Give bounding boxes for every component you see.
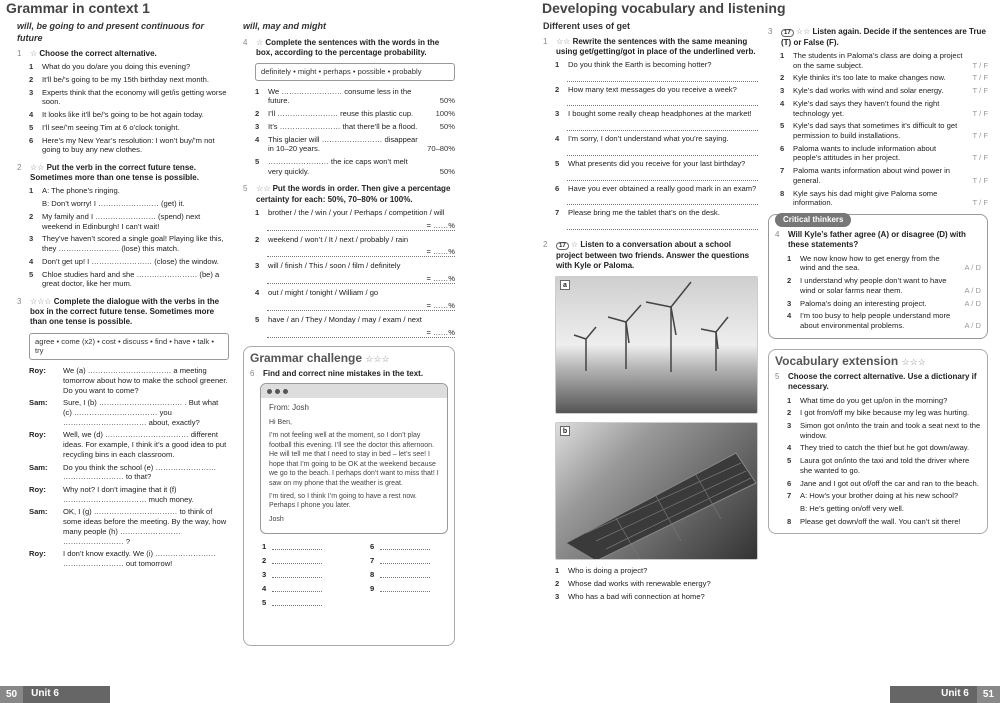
- list-item: [787, 504, 981, 514]
- item-text: It’s …………………… that there’ll be a flood.: [268, 121, 418, 131]
- list-item: [555, 159, 758, 169]
- list-item: [780, 166, 988, 185]
- exercise-4-heading: 4 Will Kyle’s father agree (A) or disagree (D) with these statements?: [775, 230, 966, 250]
- percentage: 50%: [439, 166, 455, 176]
- item-text: have / an / They / Monday / may / exam / next: [268, 314, 422, 324]
- dialogue-text: Sure, I (b) …………………………… . But what (c) …………………………… you …………………………… about, exactly?: [63, 398, 219, 427]
- item-text: will / finish / This / soon / film / definitely: [268, 261, 401, 271]
- item-number: 2: [255, 109, 260, 119]
- dialogue-line: [29, 507, 229, 546]
- list-item: [787, 456, 981, 475]
- unit-label: Unit 6: [941, 688, 969, 700]
- item-number: 2: [29, 74, 34, 84]
- list-item: [555, 579, 758, 589]
- answer-options: A / D: [964, 298, 981, 308]
- list-item: [787, 443, 981, 453]
- list-item: [780, 86, 988, 96]
- item-text: Please bring me the tablet that’s on the desk.: [568, 208, 720, 218]
- exercise-4-list: [255, 87, 455, 177]
- exercise-3-heading: 3 ☆☆☆ Complete the dialogue with the verbs in the box in the correct future tense. Sometimes more than one tense is possible.: [17, 296, 220, 327]
- answer-line: [567, 221, 758, 230]
- answer-line: = ……%: [267, 274, 455, 284]
- page-title-right: Developing vocabulary and listening: [542, 0, 786, 16]
- item-text: Experts think that the economy will get/is getting worse soon.: [42, 87, 227, 107]
- vocabulary-extension-panel: [768, 349, 988, 535]
- dialogue: [29, 366, 229, 569]
- answer-number: 4: [262, 584, 267, 594]
- item-text: What time do you get up/on in the morning?: [800, 395, 948, 405]
- exercise-2-heading: 2 ☆☆ Put the verb in the correct future tense. Sometimes more than one tense is possible.: [17, 163, 199, 183]
- item-text: How many text messages do you receive a week?: [568, 84, 737, 94]
- item-number: 2: [780, 73, 785, 83]
- answer-number: 1: [262, 542, 267, 552]
- item-text: Kyle’s dad works with wind and solar energy.: [793, 86, 944, 96]
- question-list: [555, 566, 758, 601]
- answer-line: [567, 97, 758, 106]
- list-item: [787, 408, 981, 418]
- answer-line: [262, 598, 340, 610]
- item-text: A: How’s your brother doing at his new school?: [800, 491, 959, 501]
- answer-line: [567, 147, 758, 156]
- answer-blank: [272, 570, 322, 578]
- item-text: This glacier will …………………… disappear in 10–20 years.: [268, 134, 418, 154]
- item-number: 5: [255, 157, 260, 167]
- page-title-left: Grammar in context 1: [6, 0, 150, 16]
- speaker: Sam:: [29, 462, 48, 472]
- dialogue-text: Why not? I don’t imagine that it (f) …………………………… much money.: [63, 485, 194, 504]
- list-item: [555, 85, 758, 95]
- list-item: [29, 75, 229, 85]
- unit-label: Unit 6: [31, 688, 59, 700]
- item-number: 1: [555, 59, 560, 69]
- list-item: [255, 288, 455, 298]
- dialogue-text: Well, we (d) …………………………… different ideas. For example, I think it’s a good idea to put recycling bins in each classroom.: [63, 430, 227, 459]
- list-item: [255, 109, 455, 119]
- right-column-1: [543, 21, 758, 604]
- item-text: Laura got on/into the taxi and told the driver where she wanted to go.: [800, 456, 970, 475]
- answer-blank: [272, 556, 322, 564]
- item-number: 5: [255, 314, 260, 324]
- critical-thinkers-panel: [768, 214, 988, 339]
- item-text: They tried to catch the thief but he got down/away.: [800, 443, 970, 453]
- item-number: 1: [255, 86, 260, 96]
- answer-blank: [380, 570, 430, 578]
- item-text: I bought some really cheap headphones at the market!: [568, 109, 752, 119]
- item-text: I’ll see/’m seeing Tim at 6 o’clock tonight.: [42, 122, 180, 132]
- item-text: Who is doing a project?: [568, 566, 648, 576]
- item-number: 5: [29, 269, 34, 279]
- answer-line: [262, 584, 340, 596]
- answer-line: [370, 556, 448, 568]
- item-text: A: The phone’s ringing.: [42, 186, 120, 196]
- item-text: Jane and I got out of/off the car and ran to the beach.: [800, 478, 979, 488]
- item-number: 1: [780, 50, 785, 60]
- exercise-1-list: [555, 60, 758, 230]
- list-item: [787, 299, 981, 309]
- answer-blank: [380, 542, 430, 550]
- email-paragraph-1: I’m not feeling well at the moment, so I don’t play football this evening. I’ll see the doctor this afternoon. He will tell me that I need to stay in bed – let’s see! I hope that I’m going to be OK at the weekend because we go to the beach. I perhaps don’t want to miss that! I saw on my phone that the weather is great.: [269, 432, 439, 487]
- item-number: 2: [555, 84, 560, 94]
- item-text: Here’s my New Year’s resolution: I won’t buy/’m not going to buy any new clothes.: [42, 135, 215, 155]
- item-text: brother / the / win / your / Perhaps / competition / will: [268, 207, 445, 217]
- exercise-4-heading: 4 ☆ Complete the sentences with the words in the box, according to the percentage probability.: [243, 37, 440, 57]
- list-item: [29, 199, 229, 209]
- item-text: I’m sorry, I don’t understand what you’re saying.: [568, 134, 729, 144]
- section-heading: will, be going to and present continuous for future: [17, 21, 204, 43]
- item-number: [787, 504, 795, 514]
- list-item: [555, 60, 758, 70]
- exercise-6-heading: 6 Find and correct nine mistakes in the text.: [250, 368, 424, 378]
- answer-line: = ……%: [267, 247, 455, 257]
- item-number: 1: [787, 395, 792, 405]
- item-text: They’ve haven’t scored a single goal! Playing like this, they …………………… (lose) this match.: [42, 234, 224, 254]
- section-heading: will, may and might: [243, 21, 327, 31]
- percentage: 50%: [439, 96, 455, 106]
- item-number: 6: [780, 143, 785, 153]
- item-text: Paloma wants to include information about people’s attitudes in her project.: [793, 143, 937, 163]
- item-text: B: He’s getting on/off very well.: [800, 504, 904, 513]
- item-number: 8: [780, 188, 785, 198]
- item-number: 2: [29, 211, 34, 221]
- answer-blank: [272, 598, 322, 606]
- item-text: Kyle says his dad might give Paloma some information.: [793, 188, 938, 208]
- photo-label: a: [560, 280, 570, 290]
- list-item: [555, 566, 758, 576]
- vocabulary-extension-title: Vocabulary extension ☆☆☆: [775, 353, 926, 368]
- answer-line: [567, 73, 758, 82]
- email-from: From: Josh: [269, 403, 310, 413]
- list-item: [255, 157, 455, 176]
- answer-line: [262, 570, 340, 582]
- exercise-4-list: [787, 254, 981, 331]
- dialogue-line: [29, 549, 229, 568]
- list-item: [29, 88, 229, 107]
- percentage: 100%: [435, 109, 455, 119]
- answer-number: 3: [262, 570, 267, 580]
- word-box: definitely • might • perhaps • possible • probably: [255, 63, 455, 81]
- item-number: 3: [780, 86, 785, 96]
- grammar-challenge-panel: [243, 346, 455, 646]
- list-item: [255, 235, 455, 245]
- item-number: 3: [255, 121, 260, 131]
- exercise-2-heading: 2 17 ☆ Listen to a conversation about a school project between two friends. Answer the questions with Kyle or Paloma.: [543, 240, 750, 270]
- item-number: 6: [787, 478, 792, 488]
- section-heading: Different uses of get: [543, 21, 631, 31]
- photo-label: b: [560, 426, 570, 436]
- answer-line: [370, 570, 448, 582]
- answer-options: T / F: [972, 198, 988, 208]
- item-text: What do you do/are you doing this evening?: [42, 62, 191, 72]
- exercise-1-heading: 1 ☆☆ Rewrite the sentences with the same meaning using get/getting/got in place of the underlined verb.: [543, 36, 756, 56]
- answer-blank: [380, 584, 430, 592]
- answer-number: 5: [262, 598, 267, 608]
- list-item: [255, 122, 455, 132]
- item-number: 4: [555, 134, 560, 144]
- dialogue-line: [29, 485, 229, 504]
- dialogue-text: Do you think the school (e) …………………… …………………… to that?: [63, 462, 217, 482]
- item-text: I got from/off my bike because my leg was hurting.: [800, 408, 970, 418]
- list-item: [255, 208, 455, 218]
- critical-thinkers-badge: Critical thinkers: [775, 213, 851, 227]
- item-text: My family and I …………………… (spend) next weekend in Edinburgh! I can’t wait!: [42, 211, 201, 231]
- word-box: agree • come (x2) • cost • discuss • find • have • talk • try: [29, 333, 229, 360]
- item-number: [29, 199, 37, 209]
- item-text: I’ll …………………… reuse this plastic cup.: [268, 109, 414, 119]
- list-item: [780, 99, 988, 118]
- answer-number: 9: [370, 584, 375, 594]
- item-number: 5: [29, 122, 34, 132]
- answer-options: T / F: [972, 60, 988, 70]
- list-item: [29, 110, 229, 120]
- dialogue-line: [29, 430, 229, 459]
- list-item: [555, 134, 758, 144]
- item-text: Whose dad works with renewable energy?: [568, 578, 711, 588]
- item-number: 2: [787, 276, 792, 286]
- exercise-2-list: [29, 186, 229, 288]
- answer-line: = ……%: [267, 328, 455, 338]
- list-item: [555, 208, 758, 218]
- list-item: [29, 257, 229, 267]
- list-item: [255, 87, 455, 106]
- answer-line: = ……%: [267, 301, 455, 311]
- dialogue-line: [29, 366, 229, 395]
- speaker: Roy:: [29, 366, 46, 376]
- list-item: [255, 261, 455, 271]
- item-number: 6: [29, 135, 34, 145]
- item-text: I’m too busy to help people understand more about environmental problems.: [800, 311, 951, 330]
- item-number: 4: [780, 98, 785, 108]
- wind-turbines-photo: [555, 276, 758, 414]
- item-text: Please get down/off the wall. You can’t sit there!: [800, 516, 961, 526]
- item-number: 4: [787, 443, 792, 453]
- answer-options: T / F: [972, 108, 988, 118]
- answer-number: 7: [370, 556, 375, 566]
- list-item: [29, 234, 229, 253]
- answer-options: T / F: [972, 86, 988, 96]
- list-item: [787, 479, 981, 489]
- email-greeting: Hi Ben,: [269, 418, 292, 426]
- item-text: Do you think the Earth is becoming hotter?: [568, 59, 712, 69]
- item-number: 3: [555, 591, 560, 601]
- percentage: 50%: [439, 121, 455, 131]
- email-toolbar: [261, 384, 447, 398]
- answer-line: [262, 542, 340, 554]
- email-signature: Josh: [269, 515, 284, 523]
- email-paragraph-2: I’m tired, so I think I’m going to have a rest now. Perhaps I phone you later.: [269, 492, 417, 510]
- item-number: 3: [787, 420, 792, 430]
- item-text: out / might / tonight / William / go: [268, 288, 379, 298]
- answer-line: [567, 196, 758, 205]
- list-item: [555, 592, 758, 602]
- item-number: 2: [255, 234, 260, 244]
- right-column-2: [768, 27, 988, 534]
- audio-track-icon[interactable]: 17: [556, 242, 569, 250]
- list-item: [780, 121, 988, 140]
- answer-line: [567, 122, 758, 131]
- speaker: Sam:: [29, 398, 48, 408]
- answer-options: A / D: [964, 320, 981, 330]
- item-number: 3: [787, 298, 792, 308]
- item-text: Have you ever obtained a really good mark in an exam?: [568, 183, 757, 193]
- item-text: Who has a bad wifi connection at home?: [568, 591, 705, 601]
- item-number: 1: [255, 207, 260, 217]
- list-item: [787, 276, 981, 295]
- list-item: [555, 184, 758, 194]
- answer-options: T / F: [972, 153, 988, 163]
- list-item: [29, 270, 229, 289]
- left-column-2: [243, 21, 455, 646]
- answer-number: 6: [370, 542, 375, 552]
- page-number: 51: [977, 686, 1000, 703]
- item-number: 4: [29, 256, 34, 266]
- item-number: 2: [787, 408, 792, 418]
- page-number: 50: [0, 686, 23, 703]
- item-text: Kyle thinks it’s too late to make changes now.: [793, 73, 946, 83]
- item-number: 6: [555, 183, 560, 193]
- item-number: 1: [555, 566, 560, 576]
- item-text: weekend / won’t / It / next / probably / rain: [268, 234, 409, 244]
- item-number: 3: [29, 87, 34, 97]
- wind-turbine-icon: [556, 277, 758, 414]
- item-number: 5: [555, 158, 560, 168]
- right-page: [500, 0, 1000, 703]
- list-item: [780, 144, 988, 163]
- item-number: 5: [780, 121, 785, 131]
- exercise-1-list: [29, 62, 229, 155]
- answer-line: [370, 542, 448, 554]
- list-item: [787, 421, 981, 440]
- item-number: 2: [555, 578, 560, 588]
- item-number: 7: [555, 208, 560, 218]
- list-item: [255, 315, 455, 325]
- left-column-1: [17, 21, 229, 572]
- list-item: [255, 135, 455, 154]
- speaker: Sam:: [29, 507, 48, 517]
- answer-blank: [380, 556, 430, 564]
- list-item: [29, 186, 229, 196]
- item-number: 3: [555, 109, 560, 119]
- list-item: [780, 51, 988, 70]
- answer-blank: [272, 584, 322, 592]
- dialogue-text: We (a) …………………………… a meeting tomorrow about how to make the school greener. Do you want to come?: [63, 366, 228, 395]
- item-text: Simon got on/into the train and took a seat next to the window.: [800, 420, 981, 440]
- answer-line: [262, 556, 340, 568]
- item-text: Kyle’s dad says that sometimes it’s difficult to get permission to build installations.: [793, 121, 958, 140]
- email-window: [260, 383, 448, 534]
- speaker: Roy:: [29, 549, 46, 559]
- item-text: What presents did you receive for your last birthday?: [568, 158, 746, 168]
- item-number: 5: [787, 456, 792, 466]
- item-text: It’ll be/’s going to be my 15th birthday next month.: [42, 74, 210, 84]
- list-item: [780, 73, 988, 83]
- list-item: [787, 311, 981, 330]
- item-number: 4: [29, 110, 34, 120]
- item-number: 3: [29, 234, 34, 244]
- list-item: [29, 212, 229, 231]
- item-text: Kyle’s dad says they haven’t found the right technology yet.: [793, 98, 940, 118]
- item-number: 4: [255, 288, 260, 298]
- item-text: It looks like it’ll be/’s going to be hot again today.: [42, 110, 204, 120]
- exercise-5-list: [255, 208, 455, 338]
- item-text: …………………… the ice caps won’t melt very quickly.: [268, 157, 408, 176]
- list-item: [29, 136, 229, 155]
- answer-number: 2: [262, 556, 267, 566]
- answer-blank: [272, 542, 322, 550]
- item-number: 1: [29, 186, 34, 196]
- dialogue-line: [29, 463, 229, 482]
- dialogue-text: I don’t know exactly. We (i) …………………… …………………… out tomorrow!: [63, 549, 216, 569]
- item-number: 7: [780, 166, 785, 176]
- exercise-3-heading: 3 17 ☆☆ Listen again. Decide if the sentences are True (T) or False (F).: [768, 27, 986, 47]
- answer-options: T / F: [972, 130, 988, 140]
- item-text: We now know how to get energy from the wind and the sea.: [800, 253, 940, 273]
- item-text: Don’t get up! I …………………… (close) the window.: [42, 256, 219, 266]
- answer-options: T / F: [972, 73, 988, 83]
- solar-panel-icon: [556, 423, 758, 560]
- item-number: 7: [787, 491, 792, 501]
- answer-number: 8: [370, 570, 375, 580]
- item-number: 4: [787, 311, 792, 321]
- dialogue-line: [29, 398, 229, 427]
- list-item: [787, 254, 981, 273]
- answer-line: [567, 172, 758, 181]
- item-text: We …………………… consume less in the future.: [268, 86, 412, 106]
- item-number: 1: [29, 62, 34, 72]
- answer-lines: [262, 542, 448, 610]
- list-item: [787, 491, 981, 501]
- dialogue-text: OK, I (g) …………………………… to think of some ideas before the meeting. By the way, how many people (h) …………………… …………………… ?: [63, 507, 227, 546]
- item-text: The students in Paloma’s class are doing a project on the same subject.: [793, 50, 963, 70]
- list-item: [780, 189, 988, 208]
- exercise-5-heading: 5 Choose the correct alternative. Use a dictionary if necessary.: [775, 372, 977, 392]
- item-text: I understand why people don’t want to have wind or solar farms near them.: [800, 276, 947, 295]
- item-number: 3: [255, 261, 260, 271]
- answer-options: A / D: [964, 263, 981, 273]
- speaker: Roy:: [29, 485, 46, 494]
- list-item: [29, 62, 229, 72]
- list-item: [787, 517, 981, 527]
- footer-left: [0, 686, 110, 703]
- item-number: 4: [255, 134, 260, 144]
- exercise-1-heading: 1 ☆ Choose the correct alternative.: [17, 49, 157, 59]
- email-body: [261, 398, 447, 533]
- solar-panel-photo: [555, 422, 758, 560]
- exercise-5-heading: 5 ☆☆ Put the words in order. Then give a percentage certainty for each: 50%, 70–80% or 100%.: [243, 184, 451, 204]
- speaker: Roy:: [29, 430, 46, 440]
- answer-options: T / F: [972, 175, 988, 185]
- item-text: Paloma’s doing an interesting project.: [800, 298, 927, 308]
- list-item: [555, 109, 758, 119]
- answer-line: = ……%: [267, 221, 455, 231]
- audio-track-icon[interactable]: 17: [781, 29, 794, 37]
- list-item: [787, 396, 981, 406]
- exercise-5-list: [787, 396, 981, 527]
- item-number: 8: [787, 516, 792, 526]
- answer-options: A / D: [964, 285, 981, 295]
- item-text: Chloe studies hard and she …………………… (be) a great doctor, like her mum.: [42, 269, 220, 289]
- item-text: B: Don’t worry! I …………………… (get) it.: [42, 199, 185, 209]
- item-number: 1: [787, 253, 792, 263]
- list-item: [29, 123, 229, 133]
- percentage: 70–80%: [427, 144, 455, 154]
- answer-line: [370, 584, 448, 596]
- exercise-3-list: [780, 51, 988, 208]
- item-text: Paloma wants information about wind power in general.: [793, 166, 951, 185]
- footer-right: [890, 686, 1000, 703]
- grammar-challenge-title: Grammar challenge ☆☆☆: [250, 350, 390, 365]
